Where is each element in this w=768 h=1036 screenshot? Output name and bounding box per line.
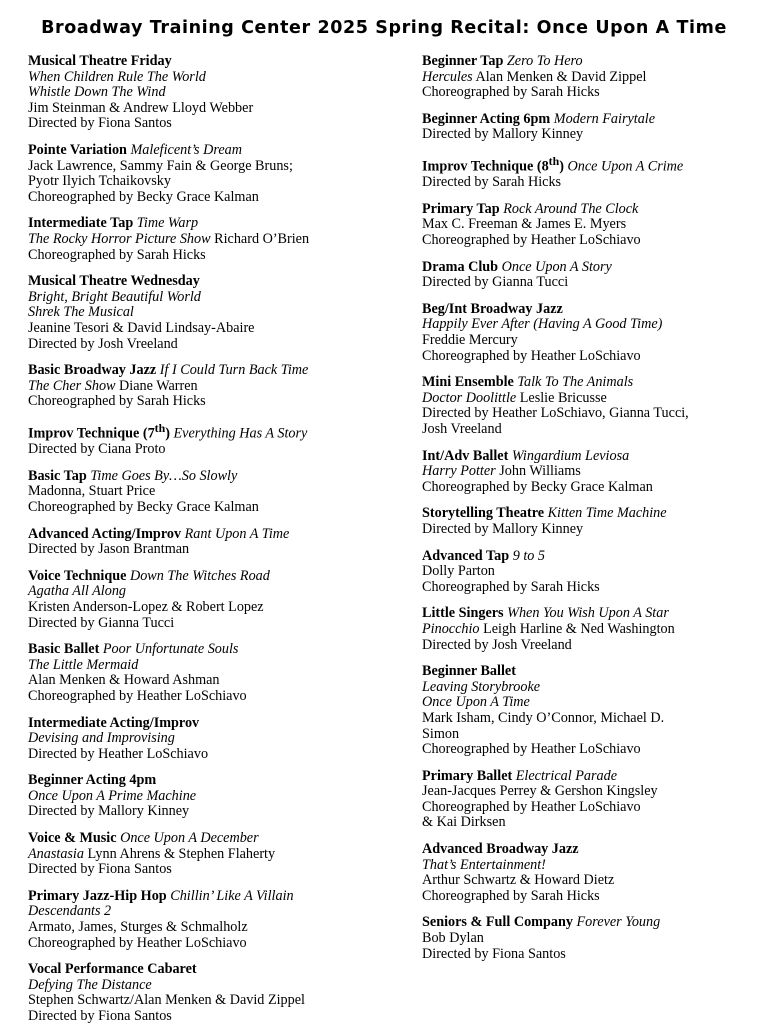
entry-heading-line	[28, 889, 403, 905]
song-title: Hercules	[422, 68, 473, 85]
credit-text: Directed by Heather LoSchiavo	[28, 745, 209, 762]
credit-text: Choreographed by Sarah Hicks	[28, 246, 206, 263]
program-entry	[28, 421, 403, 458]
song-title: Forever Young	[576, 914, 661, 931]
class-name: Mini Ensemble	[422, 374, 518, 391]
entry-detail-line	[28, 731, 403, 747]
credit-text: Simon	[422, 725, 460, 742]
credit-text: Dolly Parton	[422, 563, 495, 580]
entry-detail-line	[28, 1009, 403, 1025]
entry-detail-line	[28, 248, 403, 264]
entry-detail-line	[28, 789, 403, 805]
credit-text: Directed by Josh Vreeland	[422, 636, 572, 653]
song-title: Maleficent’s Dream	[130, 141, 242, 158]
class-name: Advanced Broadway Jazz	[422, 841, 579, 858]
class-name: Primary Jazz-Hip Hop	[28, 887, 171, 904]
program-entry	[422, 449, 757, 496]
program-entry	[28, 216, 403, 263]
credit-text: Mark Isham, Cindy O’Connor, Michael D.	[422, 709, 665, 726]
class-name: Int/Adv Ballet	[422, 447, 512, 464]
song-title: Rant Upon A Time	[184, 525, 290, 542]
ordinal-suffix: th	[154, 420, 166, 435]
entry-detail-line	[422, 680, 757, 696]
entry-heading-line	[28, 527, 403, 543]
entry-detail-line	[28, 305, 403, 321]
entry-detail-line	[28, 993, 403, 1009]
entry-detail-line	[422, 638, 757, 654]
credit-text: Lynn Ahrens & Stephen Flaherty	[83, 845, 276, 862]
program-entry	[28, 831, 403, 878]
entry-heading-line	[28, 54, 403, 70]
credit-text: Jeanine Tesori & David Lindsay-Abaire	[28, 319, 255, 336]
program-entry	[422, 769, 757, 831]
program-entry	[422, 506, 757, 537]
program-entry	[28, 363, 403, 410]
program-entry	[422, 375, 757, 437]
credit-text: Choreographed by Becky Grace Kalman	[28, 498, 259, 515]
song-title: Once Upon A Crime	[567, 158, 684, 175]
song-title: Time Warp	[136, 215, 199, 232]
song-title: That’s Entertainment!	[422, 856, 546, 873]
song-title: Once Upon A December	[120, 830, 259, 847]
entry-detail-line	[28, 747, 403, 763]
credit-text: Directed by Heather LoSchiavo, Gianna Tucci,	[422, 405, 689, 422]
entry-heading-line	[28, 773, 403, 789]
entry-detail-line	[28, 232, 403, 248]
class-name: Drama Club	[422, 258, 502, 275]
entry-detail-line	[422, 622, 757, 638]
song-title: Wingardium Leviosa	[511, 447, 630, 464]
credit-text: Choreographed by Sarah Hicks	[28, 393, 206, 410]
credit-text: Arthur Schwartz & Howard Dietz	[422, 872, 615, 889]
credit-text: Choreographed by Sarah Hicks	[422, 887, 600, 904]
class-name: Beginner Acting 6pm	[422, 110, 554, 127]
credit-text: Directed by Gianna Tucci	[422, 274, 569, 291]
credit-text: Stephen Schwartz/Alan Menken & David Zippel	[28, 992, 305, 1009]
entry-detail-line	[28, 616, 403, 632]
song-title: Whistle Down The Wind	[28, 84, 166, 101]
credit-text: Directed by Sarah Hicks	[422, 174, 562, 191]
entry-heading-line	[28, 143, 403, 159]
program-entry	[28, 889, 403, 951]
credit-text: Choreographed by Heather LoSchiavo	[422, 347, 641, 364]
song-title: Talk To The Animals	[517, 374, 634, 391]
program-column-right	[422, 54, 757, 973]
entry-detail-line	[422, 217, 757, 233]
class-name: Advanced Acting/Improv	[28, 525, 185, 542]
credit-text: Choreographed by Heather LoSchiavo	[422, 741, 641, 758]
program-entry	[422, 549, 757, 596]
entry-heading-line	[422, 506, 757, 522]
entry-detail-line	[422, 800, 757, 816]
song-title: Happily Ever After (Having A Good Time)	[422, 316, 663, 333]
song-title: When Children Rule The World	[28, 68, 206, 85]
program-entry	[28, 569, 403, 631]
entry-heading-line	[28, 642, 403, 658]
entry-detail-line	[422, 873, 757, 889]
class-name: Advanced Tap	[422, 547, 513, 564]
entry-detail-line	[28, 904, 403, 920]
entry-heading-line	[28, 469, 403, 485]
credit-text: Choreographed by Becky Grace Kalman	[28, 188, 259, 205]
entry-heading-line	[422, 606, 757, 622]
song-title: Leaving Storybrooke	[422, 678, 541, 695]
entry-heading-line	[422, 664, 757, 680]
entry-detail-line	[422, 889, 757, 905]
song-title: Pinocchio	[422, 620, 480, 637]
song-title: Shrek The Musical	[28, 304, 134, 321]
class-name: Improv Technique (7	[28, 425, 155, 442]
song-title: Electrical Parade	[515, 767, 618, 784]
entry-heading-line	[422, 112, 757, 128]
program-entry	[28, 773, 403, 820]
entry-detail-line	[28, 379, 403, 395]
credit-text: Directed by Mallory Kinney	[28, 803, 190, 820]
entry-detail-line	[28, 101, 403, 117]
program-entry	[28, 274, 403, 352]
entry-detail-line	[422, 931, 757, 947]
credit-text: Leigh Harline & Ned Washington	[479, 620, 675, 637]
credit-text: Directed by Gianna Tucci	[28, 614, 175, 631]
class-name: Seniors & Full Company	[422, 914, 577, 931]
song-title: If I Could Turn Back Time	[159, 362, 309, 379]
class-name: Voice Technique	[28, 567, 130, 584]
entry-detail-line	[422, 464, 757, 480]
entry-detail-line	[28, 174, 403, 190]
entry-detail-line	[28, 862, 403, 878]
class-name: Beginner Tap	[422, 53, 507, 69]
class-name: Basic Broadway Jazz	[28, 362, 160, 379]
entry-detail-line	[422, 742, 757, 758]
entry-detail-line	[28, 673, 403, 689]
credit-text: Madonna, Stuart Price	[28, 483, 156, 500]
entry-detail-line	[28, 159, 403, 175]
entry-detail-line	[422, 175, 757, 191]
entry-detail-line	[28, 600, 403, 616]
entry-heading-line	[28, 216, 403, 232]
credit-text: Directed by Fiona Santos	[28, 861, 172, 878]
entry-detail-line	[28, 847, 403, 863]
entry-detail-line	[422, 333, 757, 349]
entry-detail-line	[422, 711, 757, 727]
entry-detail-line	[28, 584, 403, 600]
entry-heading-line	[422, 202, 757, 218]
entry-heading-line	[28, 831, 403, 847]
entry-detail-line	[422, 391, 757, 407]
program-entry	[422, 202, 757, 249]
credit-text: Directed by Josh Vreeland	[28, 335, 178, 352]
entry-detail-line	[422, 695, 757, 711]
song-title: Agatha All Along	[28, 583, 127, 600]
entry-detail-line	[422, 85, 757, 101]
program-entry	[422, 54, 757, 101]
song-title: Harry Potter	[422, 463, 496, 480]
entry-heading-line	[422, 449, 757, 465]
song-title: Once Upon A Story	[501, 258, 612, 275]
entry-detail-line	[422, 580, 757, 596]
class-name: Intermediate Acting/Improv	[28, 714, 200, 731]
entry-detail-line	[422, 784, 757, 800]
entry-detail-line	[422, 406, 757, 422]
entry-detail-line	[422, 233, 757, 249]
credit-text: Armato, James, Sturges & Schmalholz	[28, 919, 248, 936]
program-entry	[422, 154, 757, 191]
program-column-left	[28, 54, 403, 1036]
song-title: Defying The Distance	[28, 976, 152, 993]
credit-text: & Kai Dirksen	[422, 814, 506, 831]
song-title: Zero To Hero	[506, 53, 583, 69]
entry-heading-line	[422, 54, 757, 70]
entry-heading-line	[422, 769, 757, 785]
entry-detail-line	[28, 321, 403, 337]
song-title: Devising and Improvising	[28, 730, 175, 747]
credit-text: Jean-Jacques Perrey & Gershon Kingsley	[422, 783, 658, 800]
song-title: Time Goes By…So Slowly	[90, 467, 238, 484]
entry-detail-line	[422, 858, 757, 874]
program-entry	[28, 642, 403, 704]
song-title: Down The Witches Road	[129, 567, 270, 584]
program-entry	[422, 302, 757, 364]
class-name: Primary Ballet	[422, 767, 516, 784]
entry-heading-line	[422, 842, 757, 858]
entry-detail-line	[28, 500, 403, 516]
entry-detail-line	[28, 804, 403, 820]
song-title: Doctor Doolittle	[422, 389, 517, 406]
credit-text: Bob Dylan	[422, 930, 484, 947]
entry-detail-line	[28, 337, 403, 353]
program-entry	[422, 664, 757, 758]
song-title: Rock Around The Clock	[503, 200, 639, 217]
class-name: Basic Tap	[28, 467, 91, 484]
song-title: Poor Unfortunate Souls	[102, 641, 239, 658]
entry-detail-line	[28, 658, 403, 674]
credit-text: Max C. Freeman & James E. Myers	[422, 216, 627, 233]
song-title: Kitten Time Machine	[547, 505, 667, 522]
entry-detail-line	[28, 920, 403, 936]
song-title: Once Upon A Prime Machine	[28, 787, 197, 804]
entry-detail-line	[422, 127, 757, 143]
class-name: Voice & Music	[28, 830, 121, 847]
entry-detail-line	[28, 542, 403, 558]
program-entry	[28, 716, 403, 763]
class-name: Beginner Acting 4pm	[28, 772, 157, 789]
song-title: Once Upon A Time	[422, 694, 530, 711]
entry-heading-line	[422, 260, 757, 276]
credit-text: Choreographed by Heather LoSchiavo	[422, 232, 641, 249]
credit-text: Richard O’Brien	[210, 230, 310, 247]
credit-text: Directed by Mallory Kinney	[422, 126, 584, 143]
song-title: When You Wish Upon A Star	[507, 605, 669, 622]
class-name: Intermediate Tap	[28, 215, 137, 232]
class-name: Little Singers	[422, 605, 508, 622]
entry-detail-line	[422, 480, 757, 496]
class-name: Improv Technique (8	[422, 158, 549, 175]
class-name: Basic Ballet	[28, 641, 103, 658]
ordinal-suffix: th	[548, 153, 560, 168]
program-entry	[28, 54, 403, 132]
entry-detail-line	[422, 275, 757, 291]
entry-heading-line	[28, 962, 403, 978]
song-title: Chillin’ Like A Villain	[170, 887, 294, 904]
program-entry	[28, 527, 403, 558]
entry-detail-line	[28, 85, 403, 101]
program-entry	[422, 842, 757, 904]
class-name: Beginner Ballet	[422, 663, 516, 680]
song-title: 9 to 5	[512, 547, 546, 564]
credit-text: Pyotr Ilyich Tchaikovsky	[28, 173, 171, 190]
entry-detail-line	[422, 349, 757, 365]
entry-detail-line	[28, 394, 403, 410]
entry-heading-line	[28, 274, 403, 290]
entry-detail-line	[422, 947, 757, 963]
entry-heading-line	[28, 569, 403, 585]
credit-text: Directed by Jason Brantman	[28, 541, 190, 558]
credit-text: Choreographed by Heather LoSchiavo	[28, 934, 247, 951]
credit-text: Choreographed by Sarah Hicks	[422, 84, 600, 101]
class-name: Musical Theatre Friday	[28, 53, 172, 69]
credit-text: Choreographed by Sarah Hicks	[422, 578, 600, 595]
entry-detail-line	[422, 317, 757, 333]
song-title: Everything Has A Story	[173, 425, 308, 442]
class-name: Beg/Int Broadway Jazz	[422, 300, 563, 317]
credit-text: Alan Menken & Howard Ashman	[28, 672, 220, 689]
program-entry	[422, 606, 757, 653]
class-name: Storytelling Theatre	[422, 505, 548, 522]
credit-text: Directed by Mallory Kinney	[422, 520, 584, 537]
song-title: Modern Fairytale	[553, 110, 656, 127]
credit-text: Directed by Fiona Santos	[28, 115, 172, 132]
song-title: The Little Mermaid	[28, 656, 139, 673]
entry-detail-line	[28, 290, 403, 306]
entry-heading-line	[422, 915, 757, 931]
credit-text: Jack Lawrence, Sammy Fain & George Bruns;	[28, 157, 293, 174]
entry-detail-line	[28, 116, 403, 132]
entry-detail-line	[28, 70, 403, 86]
class-name: Primary Tap	[422, 200, 504, 217]
credit-text: Choreographed by Becky Grace Kalman	[422, 478, 653, 495]
class-name: )	[559, 158, 568, 175]
program-entry	[422, 260, 757, 291]
credit-text: Alan Menken & David Zippel	[472, 68, 647, 85]
credit-text: Choreographed by Heather LoSchiavo	[422, 798, 641, 815]
credit-text: Directed by Ciana Proto	[28, 441, 166, 458]
program-entry	[28, 143, 403, 205]
entry-heading-line	[28, 363, 403, 379]
entry-detail-line	[28, 936, 403, 952]
song-title: Anastasia	[28, 845, 84, 862]
credit-text: Directed by Fiona Santos	[422, 945, 566, 962]
entry-heading-line	[28, 716, 403, 732]
credit-text: Kristen Anderson-Lopez & Robert Lopez	[28, 598, 264, 615]
program-title: Broadway Training Center 2025 Spring Recital: Once Upon A Time	[41, 18, 727, 38]
credit-text: Jim Steinman & Andrew Lloyd Webber	[28, 99, 254, 116]
song-title: Bright, Bright Beautiful World	[28, 288, 201, 305]
entry-detail-line	[422, 727, 757, 743]
entry-detail-line	[422, 522, 757, 538]
program-entry	[422, 915, 757, 962]
program-entry	[28, 469, 403, 516]
program-entry	[28, 962, 403, 1024]
entry-heading-line	[28, 421, 403, 442]
entry-detail-line	[422, 70, 757, 86]
program-entry	[422, 112, 757, 143]
class-name: Vocal Performance Cabaret	[28, 961, 197, 978]
song-title: The Rocky Horror Picture Show	[28, 230, 211, 247]
credit-text: Choreographed by Heather LoSchiavo	[28, 687, 247, 704]
entry-heading-line	[422, 154, 757, 175]
credit-text: Directed by Fiona Santos	[28, 1008, 172, 1025]
entry-detail-line	[422, 815, 757, 831]
entry-detail-line	[28, 190, 403, 206]
song-title: The Cher Show	[28, 377, 116, 394]
class-name: )	[165, 425, 174, 442]
credit-text: John Williams	[495, 463, 581, 480]
entry-detail-line	[28, 978, 403, 994]
class-name: Musical Theatre Wednesday	[28, 273, 200, 290]
entry-detail-line	[28, 689, 403, 705]
credit-text: Josh Vreeland	[422, 421, 502, 438]
class-name: Pointe Variation	[28, 141, 131, 158]
entry-heading-line	[422, 549, 757, 565]
entry-detail-line	[28, 442, 403, 458]
entry-detail-line	[422, 422, 757, 438]
entry-heading-line	[422, 375, 757, 391]
entry-heading-line	[422, 302, 757, 318]
credit-text: Leslie Bricusse	[516, 389, 607, 406]
credit-text: Freddie Mercury	[422, 332, 518, 349]
entry-detail-line	[28, 484, 403, 500]
entry-detail-line	[422, 564, 757, 580]
credit-text: Diane Warren	[115, 377, 198, 394]
song-title: Descendants 2	[28, 903, 112, 920]
